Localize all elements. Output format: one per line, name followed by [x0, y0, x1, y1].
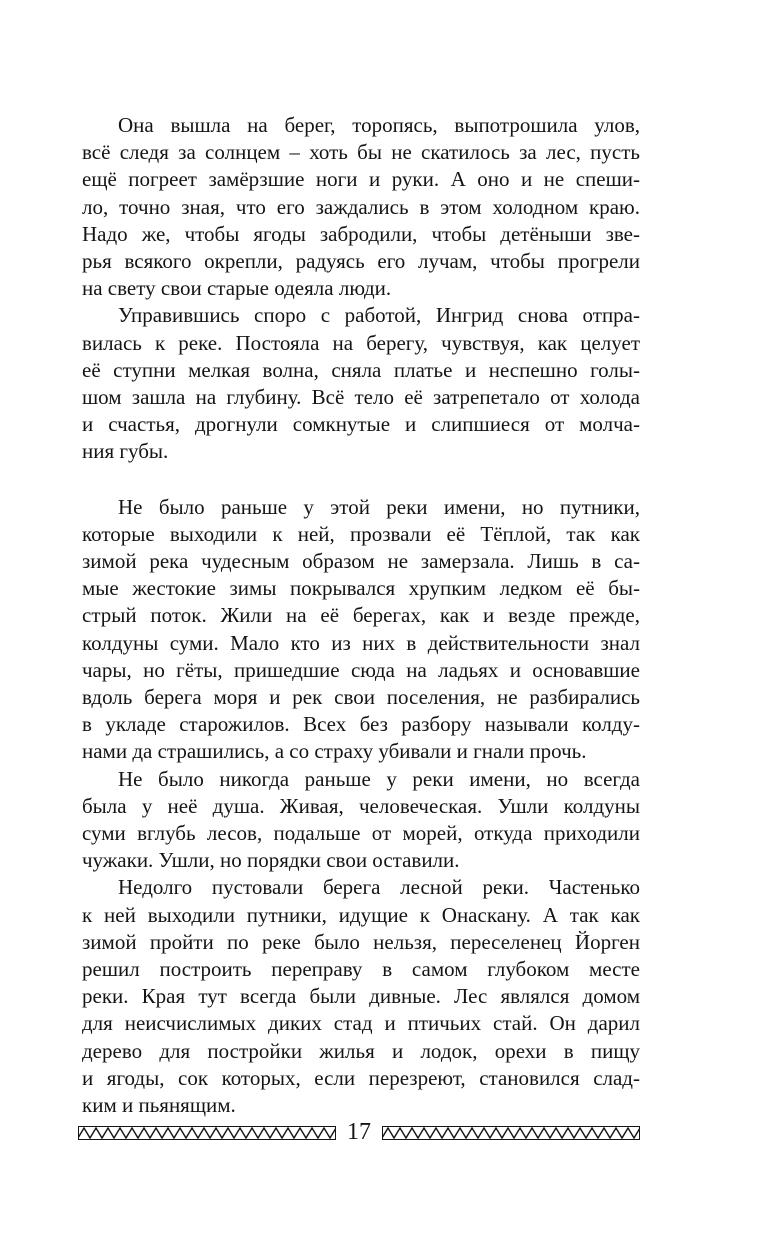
paragraph-line: нами да страшились, а со страху убивали и гнали прочь.: [82, 739, 587, 764]
paragraph-line: Надо же, чтобы ягоды забродили, чтобы детёныши зве-: [82, 221, 640, 246]
paragraph-line: реки. Края тут всегда были дивные. Лес являлся домом: [82, 984, 640, 1009]
paragraph-line: в укладе старожилов. Всех без разбору называли колду-: [82, 712, 640, 737]
paragraph-line: всё следя за солнцем – хоть бы не скатилось за лес, пусть: [82, 140, 640, 165]
paragraph-line: её ступни мелкая волна, сняла платье и неспешно голы-: [82, 357, 640, 382]
page-footer: [78, 1114, 640, 1150]
paragraph-line: к ней выходили путники, идущие к Онаскану. А так как: [82, 902, 640, 927]
paragraph-line: вдоль берега моря и рек свои поселения, не разбирались: [82, 685, 640, 709]
paragraph-line: рья всякого окрепли, радуясь его лучам, чтобы прогрели: [82, 249, 640, 273]
paragraph-line: ло, точно зная, что его заждались в этом холодном краю.: [82, 194, 640, 219]
paragraph-line: чары, но гёты, пришедшие сюда на ладьях и основавшие: [82, 657, 640, 682]
left-ornament: [78, 1126, 336, 1140]
paragraph-line: Не было раньше у этой реки имени, но путники,: [118, 494, 640, 519]
paragraph-line: решил построить переправу в самом глубоком месте: [82, 957, 640, 981]
paragraph-line: была у неё душа. Живая, человеческая. Ушли колдуны: [82, 793, 640, 818]
paragraph-line: мые жестокие зимы покрывался хрупким ледком её бы-: [82, 576, 640, 601]
paragraph-line: на свету свои старые одеяла люди.: [82, 276, 392, 301]
paragraph-line: зимой пройти по реке было нельзя, переселенец Йорген: [82, 929, 640, 954]
paragraph-line: шом зашла на глубину. Всё тело её затрепетало от холода: [82, 385, 640, 409]
paragraph-line: зимой река чудесным образом не замерзала. Лишь в са-: [82, 549, 640, 573]
paragraph-line: чужаки. Ушли, но порядки свои оставили.: [82, 848, 460, 873]
paragraph-line: для неисчислимых диких стад и птичьих стай. Он дарил: [82, 1011, 640, 1036]
paragraph-line: колдуны суми. Мало кто из них в действительности знал: [82, 630, 640, 655]
page-number: 17: [347, 1119, 371, 1145]
paragraph-line: стрый поток. Жили на её берегах, как и везде прежде,: [82, 603, 640, 628]
paragraph-line: и счастья, дрогнули сомкнутые и слипшиеся от молча-: [82, 412, 640, 437]
paragraph-line: которые выходили к ней, прозвали её Тёплой, так как: [82, 521, 640, 546]
paragraph-line: Управившись споро с работой, Ингрид снова отпра-: [118, 303, 640, 328]
paragraph-line: ния губы.: [82, 439, 169, 464]
paragraph-line: вилась к реке. Постояла на берегу, чувствуя, как целует: [82, 330, 640, 355]
paragraph-line: дерево для постройки жилья и лодок, орехи в пищу: [82, 1038, 640, 1063]
paragraph-line: Недолго пустовали берега лесной реки. Частенько: [118, 875, 640, 900]
paragraph-line: Она вышла на берег, торопясь, выпотрошила улов,: [118, 113, 640, 137]
right-ornament: [382, 1126, 640, 1140]
paragraph-line: ещё погреет замёрзшие ноги и руки. А оно и не спеши-: [82, 167, 640, 192]
paragraph-line: ким и пьянящим.: [82, 1093, 236, 1117]
paragraph-line: Не было никогда раньше у реки имени, но всегда: [118, 766, 640, 791]
paragraph-line: и ягоды, сок которых, если перезреют, становился слад-: [82, 1065, 640, 1090]
paragraph-line: суми вглубь лесов, подальше от морей, откуда приходили: [82, 821, 640, 845]
